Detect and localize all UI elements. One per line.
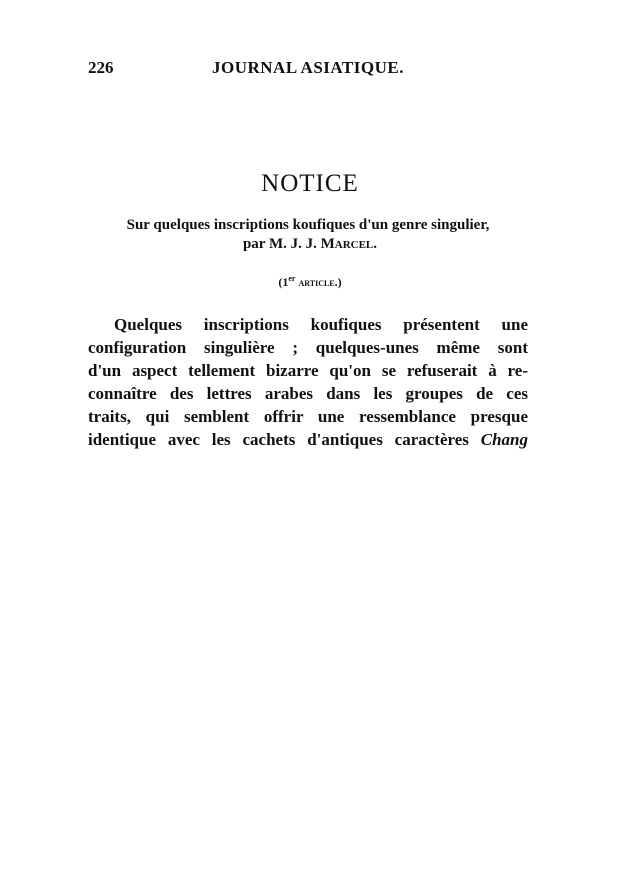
paragraph-line-last [88, 428, 528, 451]
article-heading: NOTICE [261, 170, 359, 197]
article-note-open: (1 [278, 275, 289, 289]
paragraph-line: connaître des lettres arabes dans les groupes de ces [88, 384, 528, 403]
author-prefix: par M. J. J. [242, 236, 321, 252]
running-head [88, 58, 528, 80]
paragraph-line-last-italic: Chang [480, 430, 528, 449]
author-name: Marcel. [320, 236, 378, 252]
article-subtitle-line2 [0, 236, 620, 253]
paragraph-line: traits, qui semblent offrir une ressemblance presque [88, 407, 528, 426]
article-note-rest: article.) [295, 275, 342, 289]
paragraph-line: Quelques inscriptions koufiques présentent une [114, 315, 528, 334]
paragraph-line-last-text: identique avec les cachets d'antiques caractères [88, 430, 481, 449]
article-note-superscript: er [288, 274, 296, 283]
page-number: 226 [88, 58, 114, 77]
paragraph-line: configuration singulière ; quelques-unes même sont [88, 338, 528, 357]
paragraph-line: d'un aspect tellement bizarre qu'on se refuserait à re- [88, 361, 528, 380]
article-subtitle-line1: Sur quelques inscriptions koufiques d'un genre singulier, [126, 217, 490, 233]
journal-title: JOURNAL ASIATIQUE. [212, 58, 404, 77]
article-number-note [0, 274, 620, 290]
article-paragraph [88, 313, 528, 451]
